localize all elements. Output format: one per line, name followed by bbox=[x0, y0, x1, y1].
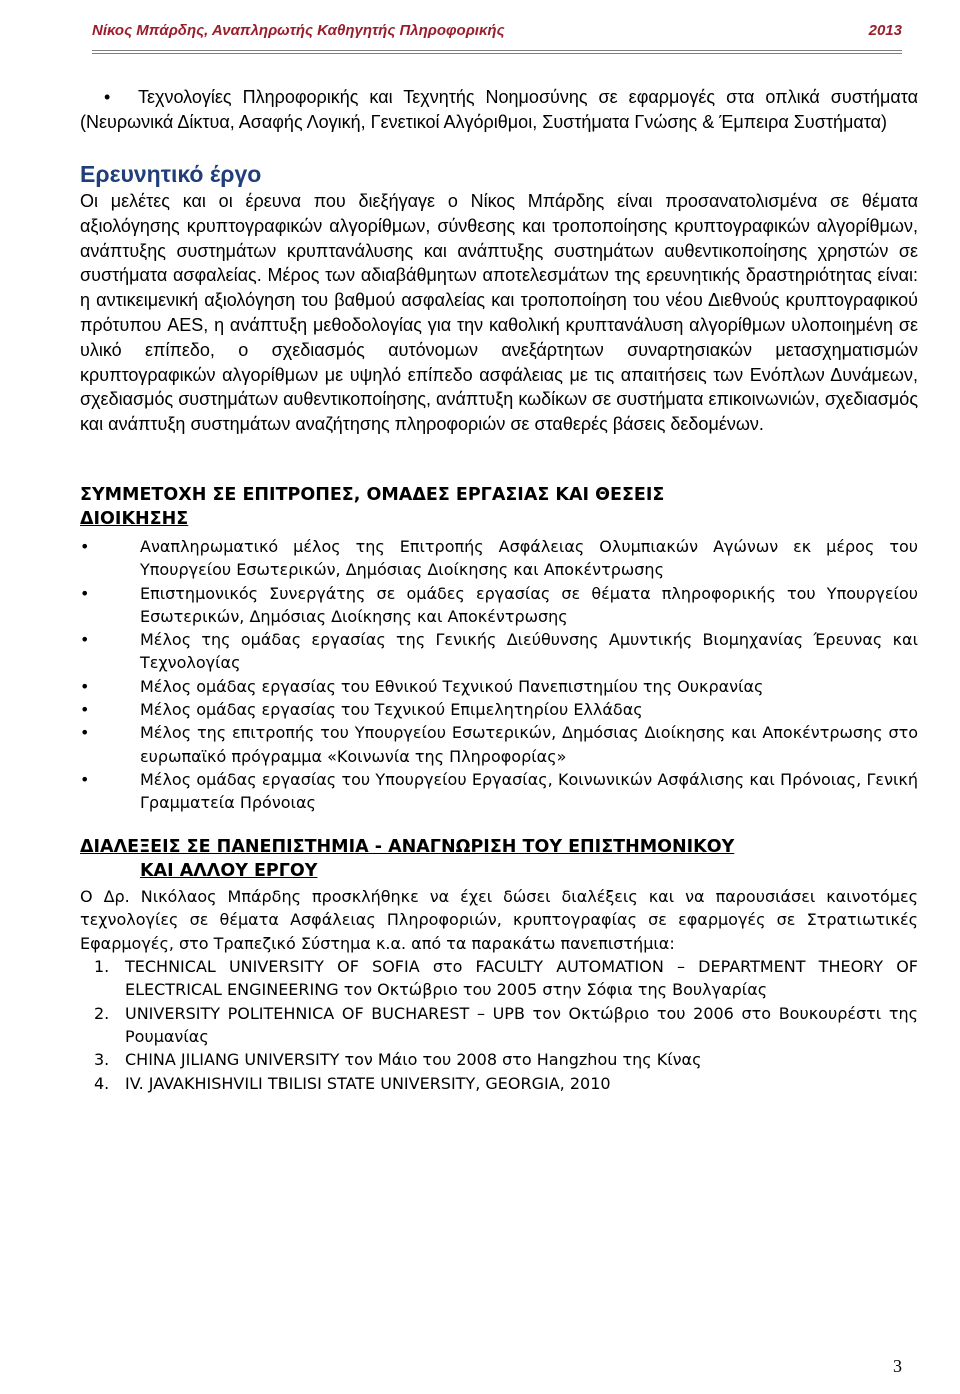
lectures-heading-line1: ΔΙΑΛΕΞΕΙΣ ΣΕ ΠΑΝΕΠΙΣΤΗΜΙΑ - ΑΝΑΓΝΩΡΙΣΗ ΤΟΥ ΕΠΙΣΤΗΜΟΝΙΚΟΥ bbox=[80, 836, 735, 857]
list-item bbox=[80, 768, 918, 815]
list-number: 4. bbox=[94, 1073, 110, 1093]
list-item-text: UNIVERSITY POLITEHNICA OF BUCHAREST – UPB τον Οκτώβριο του 2006 στο Βουκουρέστι της Ρουμανίας bbox=[125, 1003, 918, 1046]
bullet-icon: • bbox=[80, 630, 90, 650]
list-item-text: Μέλος ομάδας εργασίας του Υπουργείου Εργασίας, Κοινωνικών Ασφάλισης και Πρόνοιας, Γενική Γραμματεία Πρόνοιας bbox=[140, 769, 918, 813]
list-item bbox=[80, 1048, 918, 1071]
list-item-text: IV. JAVAKHISHVILI TBILISI STATE UNIVERSITY, GEORGIA, 2010 bbox=[125, 1073, 611, 1093]
bullet-icon: • bbox=[80, 676, 90, 696]
header-author: Νίκος Μπάρδης, Αναπληρωτής Καθηγητής Πληροφορικής bbox=[92, 22, 505, 39]
research-title: Ερευνητικό έργο bbox=[80, 161, 262, 187]
list-item-text: CHINA JILIANG UNIVERSITY τον Μάιο του 2008 στο Hangzhou της Κίνας bbox=[125, 1050, 702, 1070]
lectures-intro: Ο Δρ. Νικόλαος Μπάρδης προσκλήθηκε να έχει δώσει διαλέξεις και να παρουσιάσει καινοτόμες τεχνολογίες σε θέματα Ασφάλειας Πληροφοριών, κρυπτογραφίας σε εφαρμογές σε Στρατιωτικές Εφαρμογές, στο Τραπεζικό Σύστημα κ.α. από τα παρακάτω πανεπιστήμια: bbox=[80, 886, 918, 953]
list-item-text: Επιστημονικός Συνεργάτης σε ομάδες εργασίας σε θέματα πληροφορικής του Υπουργείου Εσωτερικών, Δημόσιας Διοίκησης και Αποκέντρωσης bbox=[140, 583, 918, 626]
list-item bbox=[80, 955, 918, 1002]
list-item-text: Μέλος της ομάδας εργασίας της Γενικής Διεύθυνσης Αμυντικής Βιομηχανίας Έρευνας και Τεχνολογίας bbox=[140, 630, 918, 673]
list-number: 1. bbox=[94, 957, 110, 977]
bullet-icon: • bbox=[80, 536, 90, 556]
list-item bbox=[80, 675, 918, 698]
intro-bullet-text: Τεχνολογίες Πληροφορικής και Τεχνητής Νοημοσύνης σε εφαρμογές στα οπλικά συστήματα (Νευρωνικά Δίκτυα, Ασαφής Λογική, Γενετικοί Αλγόριθμοι, Συστήματα Γνώσης & Έμπειρα Συστήματα) bbox=[80, 87, 918, 132]
bullet-icon: • bbox=[80, 583, 90, 603]
bullet-icon: • bbox=[80, 769, 90, 789]
bullet-icon: • bbox=[104, 87, 111, 107]
committees-heading-line2: ΔΙΟΙΚΗΣΗΣ bbox=[80, 508, 189, 529]
list-item-text: Αναπληρωματικό μέλος της Επιτροπής Ασφάλειας Ολυμπιακών Αγώνων εκ μέρος του Υπουργείου Εσωτερικών, Δημόσιας Διοίκησης και Αποκέντρωσης bbox=[140, 536, 918, 580]
list-item bbox=[80, 721, 918, 768]
page-header bbox=[92, 18, 902, 54]
universities-list bbox=[80, 955, 918, 1095]
bullet-icon: • bbox=[80, 723, 90, 743]
page-content bbox=[80, 85, 918, 1095]
list-item bbox=[80, 582, 918, 629]
list-number: 3. bbox=[94, 1050, 110, 1070]
list-item bbox=[80, 535, 918, 582]
header-year: 2013 bbox=[868, 22, 902, 39]
list-item-text: Μέλος της επιτροπής του Υπουργείου Εσωτερικών, Δημόσιας Διοίκησης και Αποκέντρωσης στο ευρωπαϊκό πρόγραμμα «Κοινωνία της Πληροφορίας» bbox=[140, 723, 918, 766]
bullet-icon: • bbox=[80, 700, 90, 720]
list-item bbox=[80, 698, 918, 721]
list-item-text: TECHNICAL UNIVERSITY OF SOFIA στο FACULTY AUTOMATION – DEPARTMENT THEORY OF ELECTRICAL ENGINEERING τον Οκτώβριο του 2005 στην Σόφια της Βουλγαρίας bbox=[125, 957, 918, 1000]
intro-bullet-item bbox=[80, 85, 918, 135]
research-text: Οι μελέτες και οι έρευνα που διεξήγαγε ο Νίκος Μπάρδης είναι προσανατολισμένα σε θέματα αξιολόγησης κρυπτογραφικών αλγορίθμων, σύνθεσης και τροποποίησης κρυπτογραφικών αλγορίθμων, ανάπτυξης συστημάτων κρυπτανάλυσης και ανάπτυξης συστημάτων αυθεντικοποίησης χρηστών σε συστήματα ασφαλείας. Μέρος των αδιαβάθμητων αποτελεσμάτων της ερευνητικής δραστηριότητας είναι: η αντικειμενική αξιολόγηση του βαθμού ασφαλείας και τροποποίηση του νέου Διεθνούς κρυπτογραφικού πρότυπου AES, η ανάπτυξη μεθοδολογίας για την καθολική κρυπτανάλυση αλγορίθμων υλοποιημένη σε υλικό επίπεδο, ο σχεδιασμός αυτόνομων ανεξάρτητων συναρτησιακών μετασχηματισμών κρυπτογραφικών αλγορίθμων με υψηλό επίπεδο ασφάλειας με τις απαιτήσεις των Ενόπλων Δυνάμεων, σχεδιασμός συστημάτων αυθεντικοποίησης, ανάπτυξη κωδίκων σε συστήματα επικοινωνιών, σχεδιασμός και ανάπτυξη συστημάτων αναζήτησης πληροφοριών σε σταθερές βάσεις δεδομένων. bbox=[80, 191, 918, 435]
committees-heading bbox=[80, 483, 918, 531]
list-item bbox=[80, 628, 918, 675]
committees-list bbox=[80, 535, 918, 815]
lectures-heading bbox=[80, 835, 918, 883]
list-number: 2. bbox=[94, 1003, 110, 1023]
lectures-heading-line2: ΚΑΙ ΑΛΛΟΥ ΕΡΓΟΥ bbox=[140, 860, 318, 881]
list-item-text: Μέλος ομάδας εργασίας του Τεχνικού Επιμελητηρίου Ελλάδας bbox=[140, 700, 643, 720]
list-item bbox=[80, 1072, 918, 1095]
page-number: 3 bbox=[893, 1356, 902, 1376]
list-item bbox=[80, 1002, 918, 1049]
list-item-text: Μέλος ομάδας εργασίας του Εθνικού Τεχνικού Πανεπιστημίου της Ουκρανίας bbox=[140, 676, 764, 696]
committees-heading-line1: ΣΥΜΜΕΤΟΧΗ ΣΕ ΕΠΙΤΡΟΠΕΣ, ΟΜΑΔΕΣ ΕΡΓΑΣΙΑΣ ΚΑΙ ΘΕΣΕΙΣ bbox=[80, 484, 665, 505]
